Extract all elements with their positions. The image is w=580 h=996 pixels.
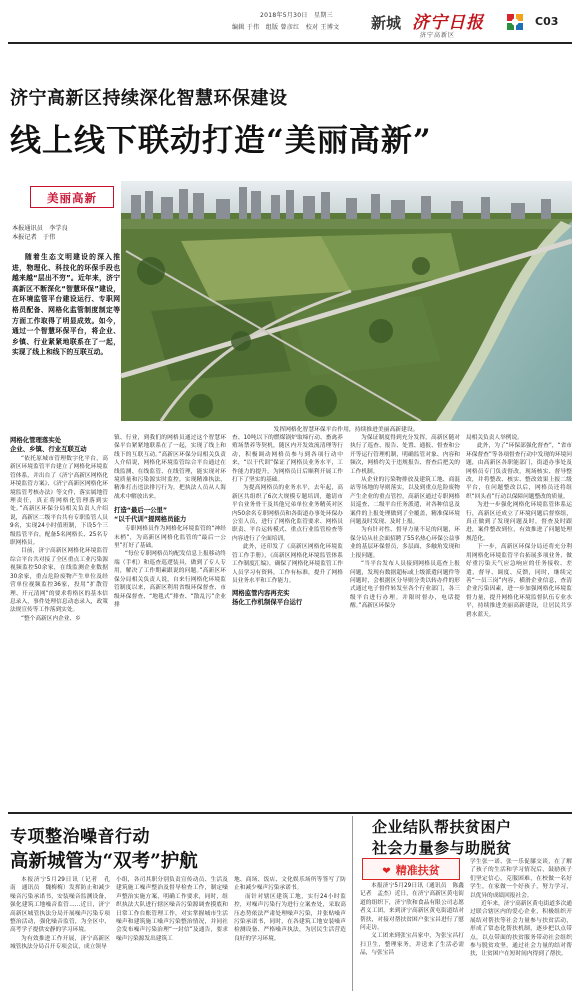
paper-masthead: 济宁日报 <box>412 13 484 33</box>
main-kicker: 济宁高新区持续深化智慧环保建设 <box>10 88 288 109</box>
header-rule <box>8 42 572 44</box>
noise-col-1-p1: 本报济宁5月29日讯（记者 孔 南 通讯员 魏梅梅）发挥防止和减少噪音污染承诺书，安装噪音监测设备，强化建筑工地噪音监管……近日，济宁高新区城管执法分局开展噪声污染专项整治活动，强化噪音监管，为全区中、高考学子提供安静的学习环境。 <box>10 877 116 934</box>
edition-logo-icon <box>505 12 525 32</box>
charity-headline-2: 社会力量参与助脱贫 <box>372 839 512 857</box>
issue-date: 2018年5月30日 星期三 <box>260 12 333 19</box>
noise-col-1 <box>10 876 116 994</box>
main-col-3-p1: 查、10吨以下的燃煤锅炉取缔行动、畜禽养殖场禁养等契机，随区内开发效流清理等行动，积极调动网格员参与到各项行动中来，“以干代训”保证了网格员业务水平，工作能力的提升，为网格员日后顺利开展工作打下了坚实的基础。 <box>232 435 343 484</box>
main-col-4-p1: 为保证制度得到充分发挥，高新区随对执行了巡查、报告、处置、通报、督查和公开等运行管理机制，明确监管对象、内容和频次，网格约关于违规报告、督查后把关的工作机制。 <box>350 435 460 475</box>
main-col-4-p3: 为有针对性、督导力量不足的问题，环保分局从社会面招聘了55名热心环保公益事业的基层环保督员，多层面、多触角发现和上报问题。 <box>350 527 460 559</box>
main-byline-2: 本报记者 于伟 <box>12 234 56 241</box>
aerial-photo <box>121 181 572 421</box>
charity-headline-1: 企业结队帮扶贫困户 <box>372 818 512 836</box>
page-number: C03 <box>535 15 559 28</box>
main-col-1-p1: “依托原城市管理数字化平台，高新区环境监管平台建立了网格化环境监管体系，并出台了《济宁高新区网格化环境监管方案》、《济宁高新区网格化环境监管考核办法》等文件，落实属地管理责任，真正将网格化管理落到实处。”高新区环保分局相关负责人介绍说，高新区二级平台共有专职监管人员9名，实现24小时值班制，下设5个三级监管平台，配备5名网格长、25名专职网格员。 <box>10 456 108 547</box>
main-col-5-p1: 局相关负责人举例说。 <box>466 435 523 441</box>
charity-col-1-p1: 本报济宁5月29日讯（通讯员 陈鑫 记者 孟杰）近日，在济宁高新区黄屯街道的组织下，济宁欣和食品有限公司志愿者义工团，来到济宁高新区黄屯街道结对帮扶，对接对帮扶贫困户张宝昌进行了慰问走访。 <box>360 883 470 932</box>
noise-col-2-p1: 小组，各司其职分别负责宣传动员、生活及建筑施工噪声整治及督导检查工作，制定噪声整治实施方案，明确工作要求，同时，组织执法大队进行辖区噪音污染源调查摸底和日常工作台账管理工作，对实掌握城市生活噪声和建筑施工噪声污染整治情况，并同社会发布噪声污染治理“一封信”及通告，要求噪声污染源发出建筑工 <box>116 877 228 942</box>
main-col-3 <box>232 434 343 807</box>
main-col-2-p3: “每位专职网格员均配发信息上报移动终端（手机）和巡查巡逻装具，做到了专人专用，解决了工作期素跟说的问题。”高新区环保分局相关负责人说，自来行网格化环境监管制度以来，高新区利用省级环保督查、市级环保督查、“地毯式”排查、“散乱污”企业排 <box>114 551 226 608</box>
main-col-4 <box>350 434 460 807</box>
main-col-5-p2: 此外，为了“环保部强化督查”，“省市环保督查”等各项督查行动中发现的环境问题，由高新区各职能部门，街道办事处及网格员专门负责督改，现场核实、督导整改，并将整改、核实、整改效果上报二级平台，在问题整改以后，网格员还将组织“回头看”行动以保障问题整改的质量。 <box>466 443 572 500</box>
poverty-logo <box>362 858 460 880</box>
noise-headline-1: 专项整治噪音行动 <box>10 827 150 847</box>
section-divider <box>8 812 572 814</box>
main-col-5-p3: 为进一步强化网格化环境监管体系运行，高新区还成立了环境问题后督察组，真正做到了发现问题及时，督查及时跟进，案件整改到位，有效推进了问题处理规范化。 <box>466 502 572 542</box>
subhead-3: 网格监管内容再充实 扬化工作机制保平台运行 <box>232 589 303 607</box>
main-col-5-p4: 下一步，高新区环保分局还将充分利用网格化环境监管平台拓展多项业务，做好重污染天气应急响应的任务接收、差遣，督导、调度、反馈，同时，继续完善“一员三岗”内容，横滑企业信息，查清企业污染因素，进一步加强网格化环境监督力量，提升网格化环境监督队伍专业水平，持续推进美丽高新建设，让居民共享碧水蓝天。 <box>466 544 572 618</box>
main-col-1-p2: 目前，济宁高新区网格化环境监管综合平台共对接了全区重点工业污染源视频监控50余家，在线监测企业数据30余家，重点危险废物产生单位及经营单位视频监控36家，投用“扩散管理、开元清网”的要求将格区的基本信息录入，事件处理信息动态录入，政策法规宣传等工作落到实处。 <box>10 548 108 614</box>
charity-col-2-p1: 学生张一诺、张一乐促膝交谈，在了解了孩子的生活和学习情况后，鼓励孩子们坚定信心，克服困难，在校做一名好学生，在家做一个好孩子，努力学习，以优异的成绩回报社会。 <box>470 859 572 899</box>
main-col-2-p2: 专职网格员作为网格化环境监管的“神经末梢”，为高新区网格化监管的“最后一公里”打好了基础。 <box>114 526 226 550</box>
main-col-3-p2: 为提高网格员的业务水平，去年起，高新区共组织了6次大规模专题培训，邀请市平台业务骨干及其他兄弟单位业务精英对区内50余名专职网格员和各街道办事处环保办公室人员，进行了网格化监管要求、网格员职责、平台运转模式、重点行业监管检查等内容进行了全面培训。 <box>232 485 343 542</box>
main-lead: 随着生态文明建设的深入推进，物理化、科技化的环保手段也越来越“层出不穷”。近年来，济宁高新区不断深化“智慧环保”建设，在环境监管平台建设运行、专职网格员配备、网格化监管制度制定等方面工作取得了明显成效。如今，通过一个智慧环保平台，将企业、乡镇、行业紧紧地联系在了一起，实现了线上和线下的互联互动。 <box>12 253 120 357</box>
main-col-1 <box>10 434 108 807</box>
edition-subtitle: 济宁高新区 <box>420 32 456 39</box>
noise-col-3-p2: 而针对辖区建筑工地，实行24小时监控，对噪声污染行为进行立案查处，采取高压态势依法严肃处理噪声污染，并张贴噪声污染承诺书，同时，在各建筑工地安装噪声检测设备、严格噪声执法，为居民生活营造良好的学习环境。 <box>234 893 346 942</box>
main-col-2-p1: 镇、行业，到我们的网格员通过这个智慧环保平台紧紧地联系在了一起，实现了线上和线下的互联互动。”高新区环保分局相关负责人介绍说，网格化环境监管综合平台通过在线监测、在线监管、在线管理，能实现对环境质量和污染源实时监控，实现精准执法，精准打击违法排污行为，把执法人员从人海战术中解放出来。 <box>114 435 226 500</box>
noise-col-3-p1: 地、商场、饭店、文化娱乐场所等签写了防止和减少噪声污染承诺书。 <box>234 877 346 892</box>
column-logo <box>30 186 114 208</box>
photo-caption: 发挥网格化智慧环保平台作用，持续推进美丽高新建设。 <box>273 427 419 433</box>
main-headline: 线上线下联动打造“美丽高新” <box>10 123 432 159</box>
charity-col-2-p2: 近年来，济宁高新区黄屯街道多次通过联合辖区内的爱心企业，积极组织开展结对帮扶等社会力量参与扶贫活动，形成了常态化帮扶机制，逐步把以点带点，以点带面的扶贫服务带动社会组织参与脱贫攻坚，通过社会力量的结对帮扶，让贫困户在短时间内得到了帮扶。 <box>470 901 572 958</box>
main-col-5 <box>466 434 572 807</box>
main-col-1-p3: “整个高新区内企业、乡 <box>21 615 81 622</box>
main-col-3-p3: 此外，还印发了《高新区网格化环境监管工作手册》，《高新区网格化环境监管体系工作制度汇编》，确保了网格化环境监管工作人员学习有资料，工作有标准，提升了网格员业务水平和工作能力。 <box>232 544 343 584</box>
main-col-4-p4: “当平台发布人员接到网格员巡查上报问题，发现有数据超标或上级派遣问题件等问题时，会根据区分导则分类以转办件的形式通过电子督件转发至各个行业部门，各三级平台进行办理。并限时督办，电话提醒。”高新区环保分 <box>350 561 460 610</box>
vertical-divider <box>352 816 353 991</box>
poverty-logo-text: 精准扶贫 <box>395 864 440 877</box>
main-col-4-p2: 从企业的污染物排放及建筑工地、商混站等场地的导则落实，以及到重点危险废物产生企业的重点管控，高新区通过专职网格员巡查、二级平台任务派遣，对各种信息及案件的上报处理做到了全覆盖，精准保环境问题及时发现、及时上报。 <box>350 477 460 526</box>
charity-col-1-p2: 义工团来到张宝昌家中，为张宝昌打扫卫生，整理家务，并送来了生活必需品，与张宝昌 <box>360 933 464 957</box>
charity-col-1 <box>360 882 470 994</box>
main-byline-1: 本报通讯员 李学良 <box>12 225 68 232</box>
editor-credits: 编辑 于伟 组版 曾彦红 校对 王博文 <box>232 24 340 31</box>
charity-col-2 <box>470 858 572 994</box>
subhead-1: 网格化管理落实处 企业、乡镇、行业互联互动 <box>10 436 87 453</box>
column-logo-text: 美丽高新 <box>47 191 97 205</box>
main-col-2 <box>114 434 226 807</box>
noise-col-2 <box>116 876 228 994</box>
section-name: 新城 <box>371 14 402 32</box>
heart-icon: ❤ <box>382 866 391 877</box>
noise-headline-2: 高新城管为“双考”护航 <box>10 851 198 872</box>
noise-col-3 <box>234 876 346 994</box>
noise-col-1-p2: 为有效推进工作开展，济宁高新区城管执法分局召开专项会议，成立领导 <box>10 935 110 951</box>
subhead-2: 打造“最后一公里” “以千代训”提网格员能力 <box>114 506 187 524</box>
